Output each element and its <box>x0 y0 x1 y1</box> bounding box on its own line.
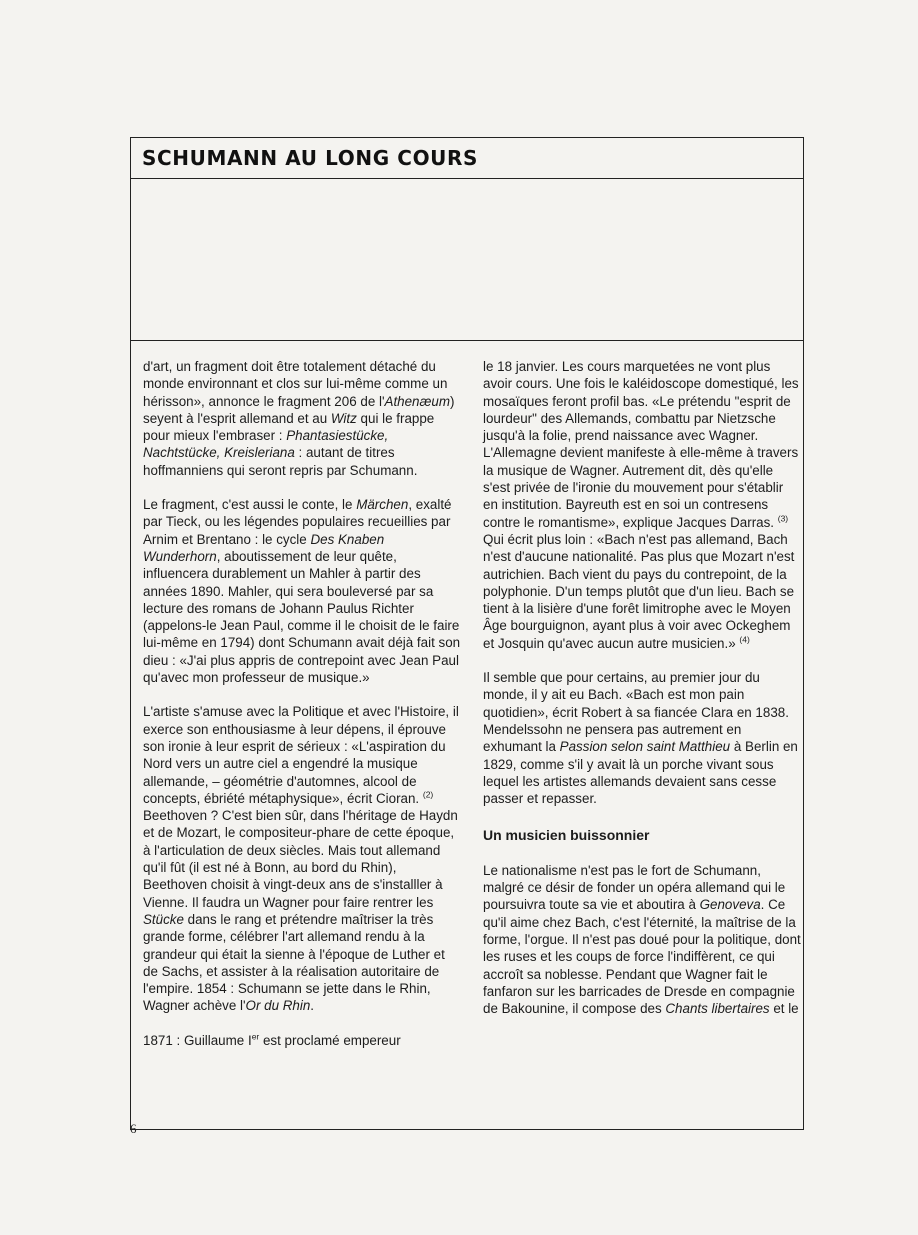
text-run: . <box>310 998 315 1014</box>
text-run: ) seyent à l'esprit allemand et au <box>143 393 455 426</box>
article-title: SCHUMANN AU LONG COURS <box>142 146 479 170</box>
superscript: (2) <box>422 789 434 800</box>
paragraph <box>483 669 801 807</box>
superscript: (4) <box>739 634 750 645</box>
text-run: , aboutissement de leur quête, influencera durablement un Mahler à partir des années 1890. Mahler, qui sera bouleversé par sa lecture des romans de Johann Paulus Richter (appelons-le Jean Paul, comme il le choisit de le faire lui-même en 1794) dont Schumann avait déjà fait son dieu : «J'ai plus appris de contrepoint avec Jean Paul qu'avec mon professeur de musique.» <box>143 548 461 686</box>
text-run: Le fragment, c'est aussi le conte, le <box>143 497 357 513</box>
text-run: , exalté par Tieck, ou les légendes populaires recueillies par Arnim et Brentano : le cycle <box>143 497 452 547</box>
image-placeholder-area <box>131 178 803 341</box>
text-run: à Berlin en 1829, comme s'il y avait là un porche vivant sous lequel les artistes allemands devaient sans cesse passer et repasser. <box>483 739 798 807</box>
italic-text: Or du Rhin <box>245 998 311 1014</box>
italic-text: Witz <box>330 410 357 426</box>
text-run: est proclamé empereur <box>259 1032 401 1048</box>
article-header <box>131 138 803 179</box>
text-run: Il semble que pour certains, au premier jour du monde, il y ait eu Bach. «Bach est mon pain quotidien», écrit Robert à sa fiancée Clara en 1838. Mendelssohn ne pensera pas autrement en exhumant la <box>483 670 789 755</box>
superscript: (3) <box>777 513 789 524</box>
paragraph <box>143 1032 461 1049</box>
paragraph <box>143 703 461 1014</box>
right-column <box>483 358 801 1034</box>
text-run: 1871 : Guillaume I <box>143 1032 252 1048</box>
superscript: er <box>251 1031 260 1042</box>
italic-text: Phantasiestücke, Nachtstücke, Kreisleriana <box>143 428 389 461</box>
text-run: et le <box>769 1001 799 1017</box>
text-run: . Ce qu'il aime chez Bach, c'est l'éternité, la maîtrise de la forme, l'orgue. Il n'est pas doué pour la politique, dont les ruses et les coups de force l'indiffèrent, ce qui accroît sa noblesse. Pendant que Wagner fait le fanfaron sur les barricades de Dresde en compagnie de Bakounine, il compose des <box>483 897 801 1017</box>
italic-text: Athenæum <box>384 393 451 409</box>
italic-text: Genoveva <box>699 897 761 913</box>
paragraph <box>483 358 801 652</box>
text-run: : autant de titres hoffmanniens qui seront repris par Schumann. <box>143 445 418 478</box>
article-frame <box>130 137 804 1130</box>
paragraph <box>483 862 801 1018</box>
text-run: dans le rang et prétendre maîtriser la très grande forme, célébrer l'art allemand rendu à la grandeur qui était la sienne à l'époque de Luther et de Sachs, et assister à la réalisation autoritaire de l'empire. 1854 : Schumann se jette dans le Rhin, Wagner achève l' <box>143 911 445 1014</box>
left-column <box>143 358 461 1066</box>
text-run: Qui écrit plus loin : «Bach n'est pas allemand, Bach n'est d'aucune nationalité. Pas plus que Mozart n'est autrichien. Bach vient du pays du contrepoint, de la polyphonie. D'un temps plutôt que d'un lieu. Bach se tient à la lisière d'une forêt limitrophe avec le Moyen Âge bourguignon, ayant plus à voir avec Ockeghem et Josquin qu'avec aucun autre musicien.» <box>483 531 795 651</box>
text-run: L'artiste s'amuse avec la Politique et avec l'Histoire, il exerce son enthousiasme à leur dépens, il éprouve son ironie à leur esprit de sérieux : «L'aspiration du Nord vers un autre ciel a engendré la musique allemande, – géométrie d'automnes, alcool de concepts, ébriété métaphysique», écrit Cioran. <box>143 704 459 806</box>
italic-text: Chants libertaires <box>665 1001 770 1017</box>
text-run: Beethoven ? C'est bien sûr, dans l'héritage de Haydn et de Mozart, le compositeur-phare de cette époque, à l'articulation de deux siècles. Mais tout allemand qu'il fût (il est né à Bonn, au bord du Rhin), Beethoven choisit à vingt-deux ans de s'installler à Vienne. Il faudra un Wagner pour faire rentrer les <box>143 808 458 910</box>
page-number: 6 <box>130 1121 137 1136</box>
section-heading: Un musicien buissonnier <box>483 827 650 844</box>
italic-text: Stücke <box>143 911 184 927</box>
italic-text: Des Knaben Wunderhorn <box>143 531 385 564</box>
text-run: Le nationalisme n'est pas le fort de Schumann, malgré ce désir de fonder un opéra allemand qui le poursuivra toute sa vie et aboutira à <box>483 862 786 913</box>
paragraph <box>143 496 461 686</box>
text-run: d'art, un fragment doit être totalement détaché du monde environnant et clos sur lui-même comme un hérisson», annonce le fragment 206 de l' <box>143 359 448 409</box>
italic-text: Passion selon saint Matthieu <box>559 739 731 755</box>
text-run: qui le frappe pour mieux l'embraser : <box>143 410 435 444</box>
paragraph <box>143 358 461 479</box>
text-run: le 18 janvier. Les cours marquetées ne vont plus avoir cours. Une fois le kaléidoscope domestiqué, les mosaïques feront profil bas. «Le prétendu "esprit de lourdeur" des Allemands, combattu par Nietzsche jusqu'à la folie, prend naissance avec Wagner. L'Allemagne devient manifeste à elle-même à travers la musique de Wagner. Autrement dit, dès qu'elle s'est privée de l'ironie du mouvement pour s'établir en institution. Bayreuth est en soi un contresens contre le romantisme», explique Jacques Darras. <box>483 359 799 530</box>
italic-text: Märchen <box>356 497 409 513</box>
